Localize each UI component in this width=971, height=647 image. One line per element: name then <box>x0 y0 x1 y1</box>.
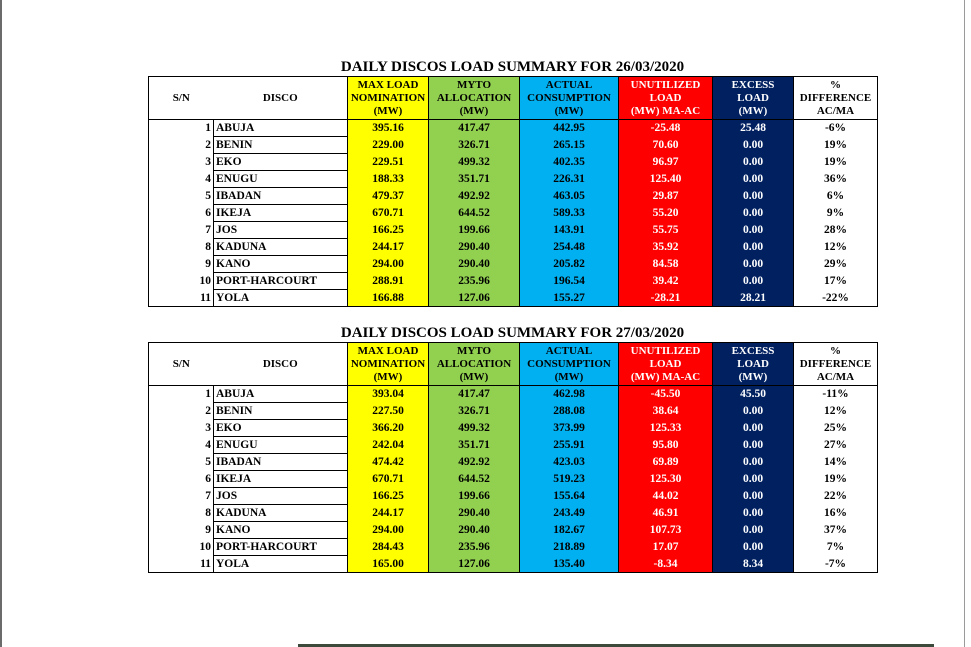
cell-disco: EKO <box>214 420 348 437</box>
cell-sn: 10 <box>149 273 214 290</box>
header-max-load-line: NOMINATION <box>350 357 426 370</box>
cell-disco: YOLA <box>214 290 348 307</box>
cell-excess-load: 0.00 <box>713 188 794 205</box>
cell-unutilized-load: 125.33 <box>619 420 713 437</box>
cell-unutilized-load: 107.73 <box>619 522 713 539</box>
cell-unutilized-load: -8.34 <box>619 556 713 573</box>
header-row <box>149 343 878 386</box>
header-actual-consumption-line: (MW) <box>554 104 584 117</box>
cell-unutilized-load: 125.30 <box>619 471 713 488</box>
cell-disco: ENUGU <box>214 171 348 188</box>
header-percent-difference-line: % <box>830 78 841 91</box>
cell-percent-difference: 28% <box>794 222 878 239</box>
cell-myto-allocation: 492.92 <box>429 188 520 205</box>
cell-unutilized-load: 17.07 <box>619 539 713 556</box>
cell-excess-load: 0.00 <box>713 205 794 222</box>
cell-excess-load: 0.00 <box>713 488 794 505</box>
cell-myto-allocation: 499.32 <box>429 154 520 171</box>
cell-myto-allocation: 290.40 <box>429 522 520 539</box>
header-percent-difference-line: AC/MA <box>816 370 855 383</box>
table-row <box>149 239 878 256</box>
table-row <box>149 386 878 403</box>
cell-actual-consumption: 155.27 <box>520 290 619 307</box>
header-actual-consumption-line: (MW) <box>554 370 584 383</box>
header-actual-consumption <box>520 77 619 120</box>
cell-excess-load: 0.00 <box>713 256 794 273</box>
cell-max-load: 294.00 <box>348 256 429 273</box>
cell-actual-consumption: 519.23 <box>520 471 619 488</box>
cell-sn: 6 <box>149 471 214 488</box>
cell-actual-consumption: 155.64 <box>520 488 619 505</box>
header-max-load <box>348 77 429 120</box>
cell-percent-difference: 16% <box>794 505 878 522</box>
header-max-load-line: MAX LOAD <box>357 78 419 91</box>
header-excess-load-line: LOAD <box>737 91 769 104</box>
header-unutilized-load-line: (MW) MA-AC <box>630 104 701 117</box>
cell-percent-difference: 17% <box>794 273 878 290</box>
window-left-border <box>0 0 2 647</box>
cell-unutilized-load: 29.87 <box>619 188 713 205</box>
cell-actual-consumption: 143.91 <box>520 222 619 239</box>
header-actual-consumption-line: ACTUAL <box>545 78 593 91</box>
header-myto-allocation-line: (MW) <box>459 104 489 117</box>
cell-disco: ABUJA <box>214 120 348 137</box>
cell-sn: 5 <box>149 454 214 471</box>
cell-percent-difference: -7% <box>794 556 878 573</box>
cell-myto-allocation: 235.96 <box>429 539 520 556</box>
cell-disco: ENUGU <box>214 437 348 454</box>
cell-max-load: 166.25 <box>348 222 429 239</box>
header-unutilized-load-line: UNUTILIZED <box>630 78 701 91</box>
cell-disco: IBADAN <box>214 454 348 471</box>
cell-max-load: 288.91 <box>348 273 429 290</box>
cell-sn: 7 <box>149 222 214 239</box>
header-max-load <box>348 343 429 386</box>
header-excess-load <box>713 77 794 120</box>
header-actual-consumption <box>520 343 619 386</box>
cell-excess-load: 0.00 <box>713 539 794 556</box>
header-excess-load-line: EXCESS <box>731 78 775 91</box>
cell-actual-consumption: 265.15 <box>520 137 619 154</box>
table-row <box>149 137 878 154</box>
cell-sn: 5 <box>149 188 214 205</box>
cell-unutilized-load: 125.40 <box>619 171 713 188</box>
header-unutilized-load-line: LOAD <box>649 91 682 104</box>
cell-sn: 9 <box>149 522 214 539</box>
cell-max-load: 474.42 <box>348 454 429 471</box>
header-percent-difference <box>794 77 878 120</box>
cell-excess-load: 0.00 <box>713 273 794 290</box>
cell-percent-difference: 36% <box>794 171 878 188</box>
table-row <box>149 205 878 222</box>
cell-myto-allocation: 127.06 <box>429 290 520 307</box>
table-row <box>149 471 878 488</box>
header-unutilized-load-line: (MW) MA-AC <box>630 370 701 383</box>
header-unutilized-load-line: LOAD <box>649 357 682 370</box>
cell-disco: KANO <box>214 256 348 273</box>
cell-actual-consumption: 205.82 <box>520 256 619 273</box>
cell-unutilized-load: -45.50 <box>619 386 713 403</box>
header-myto-allocation-line: ALLOCATION <box>436 357 512 370</box>
cell-myto-allocation: 326.71 <box>429 403 520 420</box>
header-unutilized-load <box>619 343 713 386</box>
cell-unutilized-load: 84.58 <box>619 256 713 273</box>
cell-percent-difference: -22% <box>794 290 878 307</box>
cell-myto-allocation: 644.52 <box>429 205 520 222</box>
cell-disco: IKEJA <box>214 471 348 488</box>
header-myto-allocation-line: MYTO <box>456 344 492 357</box>
table-row <box>149 454 878 471</box>
cell-sn: 8 <box>149 239 214 256</box>
cell-sn: 3 <box>149 420 214 437</box>
window-right-border <box>964 0 965 647</box>
table-row <box>149 154 878 171</box>
cell-disco: IKEJA <box>214 205 348 222</box>
header-myto-allocation <box>429 77 520 120</box>
header-max-load-line: (MW) <box>373 370 403 383</box>
table-row <box>149 273 878 290</box>
cell-disco: PORT-HARCOURT <box>214 539 348 556</box>
cell-actual-consumption: 402.35 <box>520 154 619 171</box>
cell-max-load: 366.20 <box>348 420 429 437</box>
header-max-load-line: MAX LOAD <box>357 344 419 357</box>
cell-unutilized-load: -25.48 <box>619 120 713 137</box>
cell-excess-load: 0.00 <box>713 471 794 488</box>
header-max-load-line: (MW) <box>373 104 403 117</box>
cell-excess-load: 45.50 <box>713 386 794 403</box>
header-sn: S/N <box>149 77 214 120</box>
table-row <box>149 437 878 454</box>
cell-sn: 9 <box>149 256 214 273</box>
header-disco: DISCO <box>214 77 348 120</box>
cell-percent-difference: 19% <box>794 471 878 488</box>
cell-actual-consumption: 254.48 <box>520 239 619 256</box>
cell-unutilized-load: 55.75 <box>619 222 713 239</box>
header-actual-consumption-line: CONSUMPTION <box>527 91 611 104</box>
cell-excess-load: 0.00 <box>713 154 794 171</box>
cell-max-load: 670.71 <box>348 205 429 222</box>
cell-unutilized-load: 69.89 <box>619 454 713 471</box>
cell-disco: KANO <box>214 522 348 539</box>
cell-actual-consumption: 196.54 <box>520 273 619 290</box>
cell-disco: JOS <box>214 488 348 505</box>
cell-unutilized-load: 35.92 <box>619 239 713 256</box>
cell-sn: 6 <box>149 205 214 222</box>
cell-actual-consumption: 243.49 <box>520 505 619 522</box>
cell-actual-consumption: 463.05 <box>520 188 619 205</box>
cell-sn: 11 <box>149 556 214 573</box>
header-unutilized-load <box>619 77 713 120</box>
header-excess-load-line: EXCESS <box>731 344 775 357</box>
table-row <box>149 171 878 188</box>
cell-myto-allocation: 492.92 <box>429 454 520 471</box>
cell-percent-difference: 12% <box>794 239 878 256</box>
table-row <box>149 120 878 137</box>
cell-excess-load: 0.00 <box>713 239 794 256</box>
cell-excess-load: 0.00 <box>713 171 794 188</box>
cell-sn: 3 <box>149 154 214 171</box>
header-myto-allocation-line: ALLOCATION <box>436 91 512 104</box>
cell-disco: BENIN <box>214 137 348 154</box>
cell-unutilized-load: 96.97 <box>619 154 713 171</box>
cell-actual-consumption: 373.99 <box>520 420 619 437</box>
cell-disco: KADUNA <box>214 239 348 256</box>
cell-sn: 8 <box>149 505 214 522</box>
table-row <box>149 522 878 539</box>
header-excess-load <box>713 343 794 386</box>
cell-excess-load: 25.48 <box>713 120 794 137</box>
cell-max-load: 229.51 <box>348 154 429 171</box>
table-row <box>149 505 878 522</box>
cell-max-load: 294.00 <box>348 522 429 539</box>
table-row <box>149 420 878 437</box>
cell-excess-load: 0.00 <box>713 437 794 454</box>
cell-max-load: 479.37 <box>348 188 429 205</box>
cell-excess-load: 0.00 <box>713 522 794 539</box>
header-actual-consumption-line: ACTUAL <box>545 344 593 357</box>
cell-max-load: 166.88 <box>348 290 429 307</box>
cell-disco: PORT-HARCOURT <box>214 273 348 290</box>
header-unutilized-load-line: UNUTILIZED <box>630 344 701 357</box>
table-row <box>149 539 878 556</box>
cell-excess-load: 0.00 <box>713 403 794 420</box>
cell-myto-allocation: 199.66 <box>429 488 520 505</box>
cell-sn: 4 <box>149 437 214 454</box>
header-percent-difference <box>794 343 878 386</box>
cell-excess-load: 0.00 <box>713 505 794 522</box>
cell-actual-consumption: 226.31 <box>520 171 619 188</box>
load-summary-block-0 <box>148 58 877 307</box>
cell-actual-consumption: 589.33 <box>520 205 619 222</box>
header-myto-allocation-line: (MW) <box>459 370 489 383</box>
header-percent-difference-line: DIFFERENCE <box>799 91 872 104</box>
cell-sn: 1 <box>149 386 214 403</box>
header-excess-load-line: (MW) <box>738 104 768 117</box>
cell-myto-allocation: 499.32 <box>429 420 520 437</box>
cell-percent-difference: 22% <box>794 488 878 505</box>
load-summary-table <box>148 76 878 307</box>
cell-unutilized-load: 44.02 <box>619 488 713 505</box>
cell-max-load: 244.17 <box>348 505 429 522</box>
cell-actual-consumption: 218.89 <box>520 539 619 556</box>
header-max-load-line: NOMINATION <box>350 91 426 104</box>
cell-max-load: 229.00 <box>348 137 429 154</box>
table-row <box>149 222 878 239</box>
cell-percent-difference: 37% <box>794 522 878 539</box>
cell-sn: 1 <box>149 120 214 137</box>
cell-percent-difference: 6% <box>794 188 878 205</box>
cell-percent-difference: -11% <box>794 386 878 403</box>
cell-excess-load: 0.00 <box>713 137 794 154</box>
cell-unutilized-load: 38.64 <box>619 403 713 420</box>
cell-myto-allocation: 326.71 <box>429 137 520 154</box>
cell-percent-difference: -6% <box>794 120 878 137</box>
cell-percent-difference: 19% <box>794 154 878 171</box>
header-percent-difference-line: AC/MA <box>816 104 855 117</box>
header-percent-difference-line: % <box>830 344 841 357</box>
cell-disco: BENIN <box>214 403 348 420</box>
cell-disco: ABUJA <box>214 386 348 403</box>
cell-unutilized-load: -28.21 <box>619 290 713 307</box>
cell-actual-consumption: 423.03 <box>520 454 619 471</box>
header-disco: DISCO <box>214 343 348 386</box>
cell-excess-load: 0.00 <box>713 222 794 239</box>
load-summary-table <box>148 342 878 573</box>
cell-myto-allocation: 235.96 <box>429 273 520 290</box>
table-row <box>149 403 878 420</box>
cell-percent-difference: 14% <box>794 454 878 471</box>
cell-myto-allocation: 127.06 <box>429 556 520 573</box>
cell-max-load: 188.33 <box>348 171 429 188</box>
cell-actual-consumption: 442.95 <box>520 120 619 137</box>
cell-max-load: 393.04 <box>348 386 429 403</box>
cell-sn: 2 <box>149 137 214 154</box>
cell-sn: 7 <box>149 488 214 505</box>
cell-unutilized-load: 39.42 <box>619 273 713 290</box>
cell-actual-consumption: 255.91 <box>520 437 619 454</box>
cell-excess-load: 0.00 <box>713 420 794 437</box>
cell-myto-allocation: 290.40 <box>429 239 520 256</box>
table-row <box>149 256 878 273</box>
cell-excess-load: 28.21 <box>713 290 794 307</box>
cell-max-load: 166.25 <box>348 488 429 505</box>
cell-myto-allocation: 417.47 <box>429 120 520 137</box>
cell-percent-difference: 12% <box>794 403 878 420</box>
cell-actual-consumption: 182.67 <box>520 522 619 539</box>
cell-myto-allocation: 290.40 <box>429 505 520 522</box>
cell-percent-difference: 25% <box>794 420 878 437</box>
cell-disco: EKO <box>214 154 348 171</box>
table-title: DAILY DISCOS LOAD SUMMARY FOR 27/03/2020 <box>340 325 685 341</box>
table-row <box>149 290 878 307</box>
cell-percent-difference: 9% <box>794 205 878 222</box>
cell-disco: YOLA <box>214 556 348 573</box>
header-myto-allocation-line: MYTO <box>456 78 492 91</box>
cell-myto-allocation: 417.47 <box>429 386 520 403</box>
cell-max-load: 395.16 <box>348 120 429 137</box>
cell-percent-difference: 27% <box>794 437 878 454</box>
table-row <box>149 488 878 505</box>
header-myto-allocation <box>429 343 520 386</box>
cell-myto-allocation: 351.71 <box>429 171 520 188</box>
header-excess-load-line: LOAD <box>737 357 769 370</box>
cell-myto-allocation: 199.66 <box>429 222 520 239</box>
cell-unutilized-load: 46.91 <box>619 505 713 522</box>
cell-sn: 4 <box>149 171 214 188</box>
load-summary-block-1 <box>148 324 877 573</box>
cell-excess-load: 0.00 <box>713 454 794 471</box>
cell-max-load: 165.00 <box>348 556 429 573</box>
cell-myto-allocation: 351.71 <box>429 437 520 454</box>
cell-percent-difference: 7% <box>794 539 878 556</box>
cell-max-load: 244.17 <box>348 239 429 256</box>
cell-max-load: 670.71 <box>348 471 429 488</box>
header-excess-load-line: (MW) <box>738 370 768 383</box>
cell-percent-difference: 29% <box>794 256 878 273</box>
cell-actual-consumption: 135.40 <box>520 556 619 573</box>
cell-unutilized-load: 95.80 <box>619 437 713 454</box>
cell-myto-allocation: 290.40 <box>429 256 520 273</box>
cell-disco: JOS <box>214 222 348 239</box>
table-row <box>149 188 878 205</box>
cell-max-load: 284.43 <box>348 539 429 556</box>
cell-percent-difference: 19% <box>794 137 878 154</box>
cell-disco: IBADAN <box>214 188 348 205</box>
header-percent-difference-line: DIFFERENCE <box>799 357 872 370</box>
table-row <box>149 556 878 573</box>
cell-unutilized-load: 55.20 <box>619 205 713 222</box>
cell-excess-load: 8.34 <box>713 556 794 573</box>
cell-unutilized-load: 70.60 <box>619 137 713 154</box>
cell-max-load: 242.04 <box>348 437 429 454</box>
header-row <box>149 77 878 120</box>
header-sn: S/N <box>149 343 214 386</box>
table-title: DAILY DISCOS LOAD SUMMARY FOR 26/03/2020 <box>340 59 685 75</box>
cell-actual-consumption: 462.98 <box>520 386 619 403</box>
header-actual-consumption-line: CONSUMPTION <box>527 357 611 370</box>
cell-actual-consumption: 288.08 <box>520 403 619 420</box>
cell-sn: 11 <box>149 290 214 307</box>
cell-max-load: 227.50 <box>348 403 429 420</box>
cell-sn: 2 <box>149 403 214 420</box>
cell-sn: 10 <box>149 539 214 556</box>
cell-myto-allocation: 644.52 <box>429 471 520 488</box>
cell-disco: KADUNA <box>214 505 348 522</box>
